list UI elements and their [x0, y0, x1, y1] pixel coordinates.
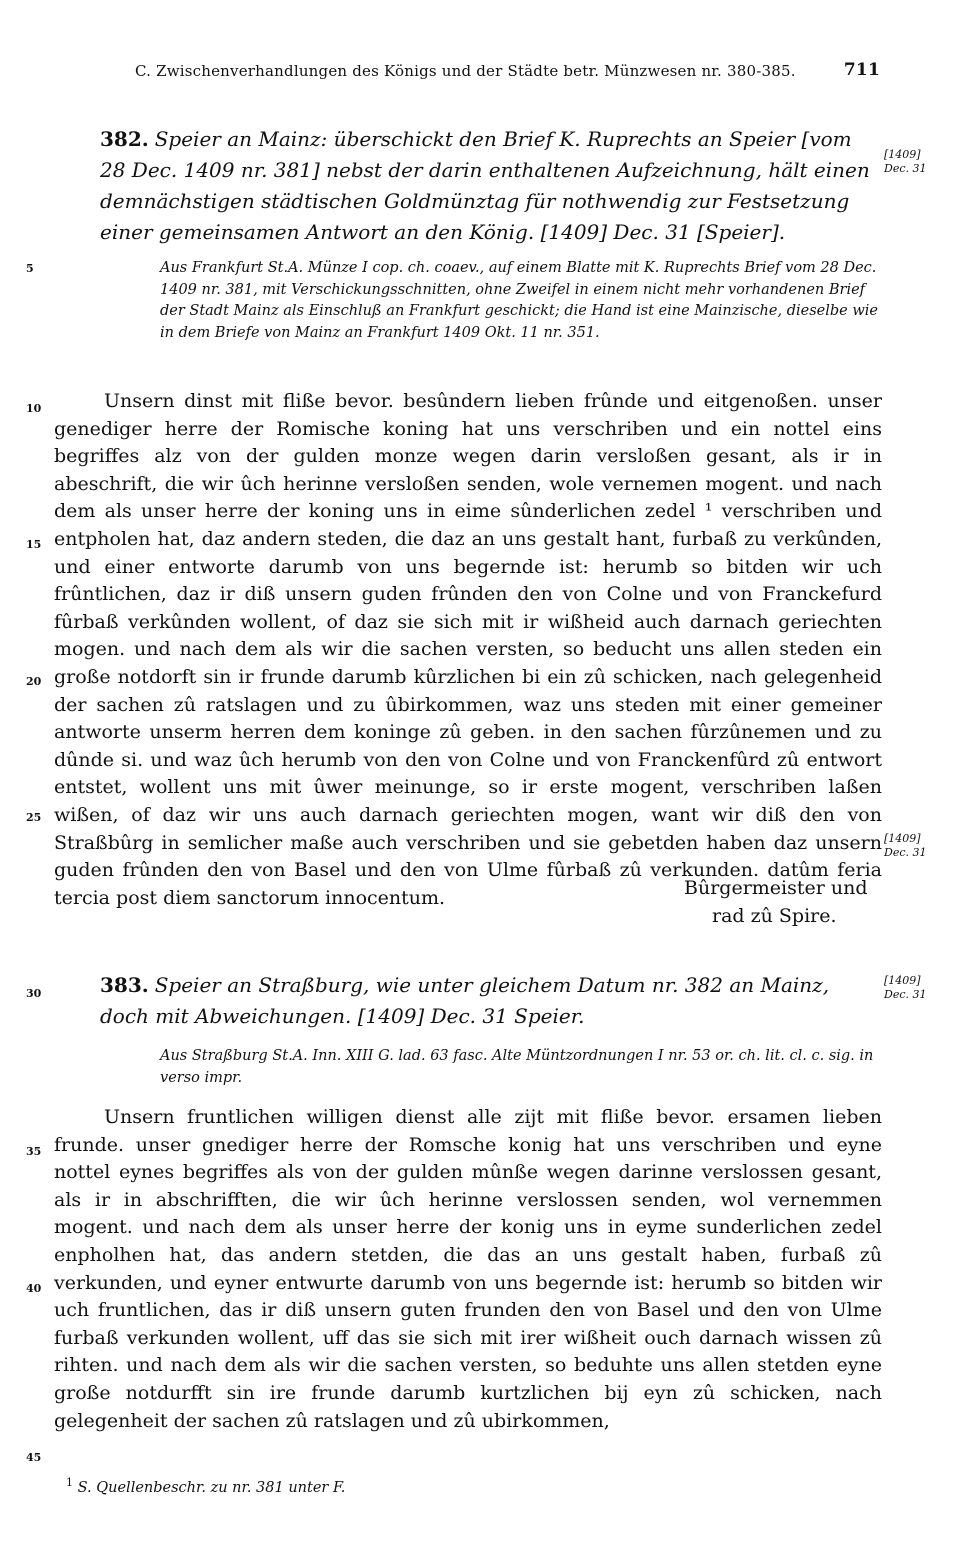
page-number: 711 [843, 60, 880, 80]
running-header [135, 62, 880, 80]
footnote [66, 1476, 345, 1496]
signature-382 [684, 874, 868, 930]
entry-heading-text: Speier an Straßburg, wie unter gleichem Datum nr. 382 an Mainz, doch mit Abweichungen. [1409] Dec. 31 Speier. [100, 973, 830, 1028]
entry-382-heading [100, 124, 880, 248]
line-number: 25 [26, 811, 42, 824]
line-number: 10 [26, 402, 42, 415]
margin-day: Dec. 31 [884, 988, 927, 1001]
entry-383-text [54, 1104, 882, 1435]
signature-line: rad zû Spire. [712, 905, 837, 927]
entry-number: 382. [100, 127, 149, 151]
margin-day: Dec. 31 [884, 162, 927, 175]
signature-line: Bûrgermeister und [684, 877, 868, 899]
line-number: 40 [26, 1282, 42, 1295]
entry-heading-text: Speier an Mainz: überschickt den Brief K. Ruprechts an Speier [vom 28 Dec. 1409 nr. 381] nebst der darin enthaltenen Aufzeichnung, hält einen demnächstigen städtischen Goldmünztag für nothwendig zur Festsetzung einer gemeinsamen Antwort an den König. [1409] Dec. 31 [Speier]. [100, 127, 870, 244]
entry-382-text [54, 388, 882, 912]
line-number: 30 [26, 987, 42, 1000]
entry-382-source-note: Aus Frankfurt St.A. Münze I cop. ch. coaev., auf einem Blatte mit K. Ruprechts Brief vom 28 Dec. 1409 nr. 381, mit Verschickungsschnitten, ohne Zweifel in einem nicht mehr vorhandenen Brief der Stadt Mainz als Einschluß an Frankfurt geschickt; die Hand ist eine Mainzische, dieselbe wie in dem Briefe von Mainz an Frankfurt 1409 Okt. 11 nr. 351. [160, 260, 878, 341]
line-number: 35 [26, 1145, 42, 1158]
entry-number: 383. [100, 973, 149, 997]
entry-383-source-note: Aus Straßburg St.A. Inn. XIII G. lad. 63 fasc. Alte Müntzordnungen I nr. 53 or. ch. lit. cl. c. sig. in verso impr. [160, 1048, 874, 1086]
letter-body: Unsern fruntlichen willigen dienst alle zijt mit fliße bevor. ersamen lieben frunde. unser gnediger herre der Romsche konig hat uns verschriben und eyne nottel eynes begriffes als von der gulden mûnße wegen darinne verslossen gesant, als ir in abschrifften, die wir ûch herinne verslossen senden, wol vernemmen mogent. und nach dem als unser herre der konig uns in eyme sunderlichen zedel enpholhen hat, das andern stetden, die das an uns gestalt haben, furbaß zû verkunden, und eyner entwurte darumb von uns begernde ist: herumb so bitden wir uch fruntlichen, das ir diß unsern guten frunden den von Basel und den von Ulme furbaß verkunden wollent, uff das sie sich mit irer wißheit ouch darnach wissen zû rihten. und nach dem als wir die sachen versten, so beduhte uns allen stetden eyne große notdurfft sin ire frunde darumb kurtzlichen bij eyn zû schicken, nach gelegenheit der sachen zû ratslagen und zû ubirkommen, [54, 1106, 882, 1432]
margin-year: [1409] [884, 148, 921, 161]
header-title: C. Zwischenverhandlungen des Königs und der Städte betr. Münzwesen nr. 380-385. [135, 62, 796, 80]
margin-day: Dec. 31 [884, 846, 927, 859]
margin-year: [1409] [884, 974, 921, 987]
margin-date-382 [884, 148, 926, 176]
line-number: 45 [26, 1451, 42, 1464]
entry-383-heading [100, 970, 880, 1032]
margin-date-382-datum [884, 832, 926, 860]
line-number: 20 [26, 675, 42, 688]
line-number: 15 [26, 538, 42, 551]
letter-body: Unsern dinst mit fliße bevor. besûndern lieben frûnde und eitgenoßen. unser genediger herre der Romische koning hat uns verschriben und ein nottel eins begriffes alz von der gulden monze wegen darin versloßen gesant, als ir in abeschrift, die wir ûch herinne versloßen senden, wole vernemen mogent. und nach dem als unser herre der koning uns in eime sûnderlichen zedel ¹ verschriben und entpholen hat, daz andern steden, die daz an uns gestalt hant, furbaß zu verkûnden, und einer entworte darumb von uns begernde ist: herumb so bitden wir uch frûntlichen, daz ir diß unsern guden frûnden den von Colne und von Franckefurd fûrbaß verkûnden wollent, of daz sie sich mit ir wißheid auch darnach geriechten mogen. und nach dem als wir die sachen versten, so beducht uns allen steden ein große notdorft sin ir frunde darumb kûrzlichen bi ein zû schicken, nach gelegenheid der sachen zû ratslagen und zu ûbirkommen, waz uns steden mit einer gemeiner antworte unserm herren dem koninge zû geben. in den sachen fûrzûnemen und zu dûnde si. und waz ûch herumb von den von Colne und von Franckenfûrd zû entwort entstet, wollent uns mit ûwer meinunge, so ir erste mogent, verschriben laßen wißen, of daz wir uns auch darnach geriechten mogen, want wir diß den von Straßbûrg in semlicher maße auch verschriben und sie gebetden haben daz unsern guden frûnden den von Basel und den von Ulme fûrbaß zû verkunden. datûm feria tercia post diem sanctorum innocentum. [54, 390, 882, 909]
margin-year: [1409] [884, 832, 921, 845]
line-number: 5 [26, 262, 34, 275]
margin-date-383 [884, 974, 926, 1002]
footnote-marker: 1 [66, 1476, 73, 1489]
footnote-text: S. Quellenbeschr. zu nr. 381 unter F. [77, 1479, 346, 1496]
